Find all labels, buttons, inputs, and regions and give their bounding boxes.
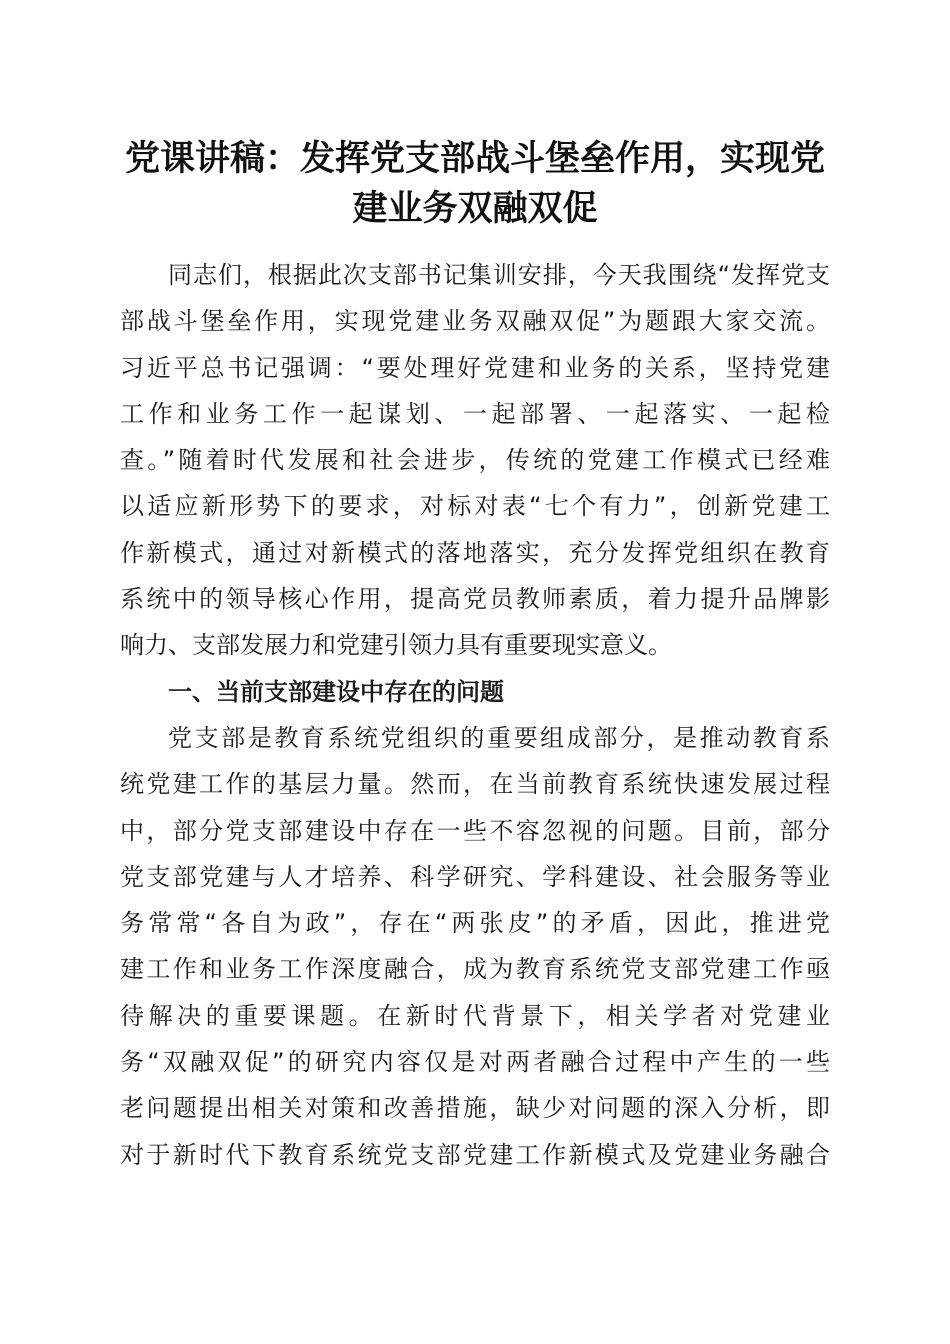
paragraph-line: 对于新时代下教育系统党支部党建工作新模式及党建业务融合	[120, 1140, 830, 1169]
paragraph-line: 习近平总书记强调：“要处理好党建和业务的关系，坚持党建	[120, 353, 830, 382]
paragraph-line: 中，部分党支部建设中存在一些不容忽视的问题。目前，部分	[120, 816, 830, 845]
document-title	[110, 134, 840, 234]
paragraph-line: 系统中的领导核心作用，提高党员教师素质，着力提升品牌影	[120, 585, 830, 614]
paragraph-line: 党支部党建与人才培养、科学研究、学科建设、社会服务等业	[120, 862, 830, 891]
paragraph-line: 同志们，根据此次支部书记集训安排，今天我围绕“发挥党支	[168, 261, 830, 289]
paragraph-line: 建工作和业务工作深度融合，成为教育系统党支部党建工作亟	[120, 955, 830, 984]
paragraph-line: 务常常“各自为政”，存在“两张皮”的矛盾，因此，推进党	[120, 909, 830, 938]
paragraph-line: 响力、支部发展力和党建引领力具有重要现实意义。	[120, 631, 672, 660]
title-line-2: 建业务双融双促	[352, 188, 598, 229]
paragraph-line: 务“双融双促”的研究内容仅是对两者融合过程中产生的一些	[120, 1048, 830, 1077]
paragraph-line: 工作和业务工作一起谋划、一起部署、一起落实、一起检	[120, 399, 830, 428]
paragraph-line: 党支部是教育系统党组织的重要组成部分，是推动教育系	[168, 723, 830, 752]
paragraph-line: 待解决的重要课题。在新时代背景下，相关学者对党建业	[120, 1001, 830, 1030]
title-line-1: 党课讲稿：发挥党支部战斗堡垒作用，实现党	[124, 138, 825, 179]
paragraph-line: 老问题提出相关对策和改善措施，缺少对问题的深入分析，即	[120, 1094, 830, 1123]
document-body	[120, 252, 830, 1178]
paragraph-line: 统党建工作的基层力量。然而，在当前教育系统快速发展过程	[120, 770, 830, 799]
paragraph-line: 以适应新形势下的要求，对标对表“七个有力”，创新党建工	[120, 492, 830, 521]
paragraph-line: 查。”随着时代发展和社会进步，传统的党建工作模式已经难	[120, 446, 830, 475]
section-heading: 一、当前支部建设中存在的问题	[168, 677, 504, 706]
paragraph-line: 作新模式，通过对新模式的落地落实，充分发挥党组织在教育	[120, 538, 830, 567]
paragraph-line: 部战斗堡垒作用，实现党建业务双融双促”为题跟大家交流。	[120, 307, 830, 336]
